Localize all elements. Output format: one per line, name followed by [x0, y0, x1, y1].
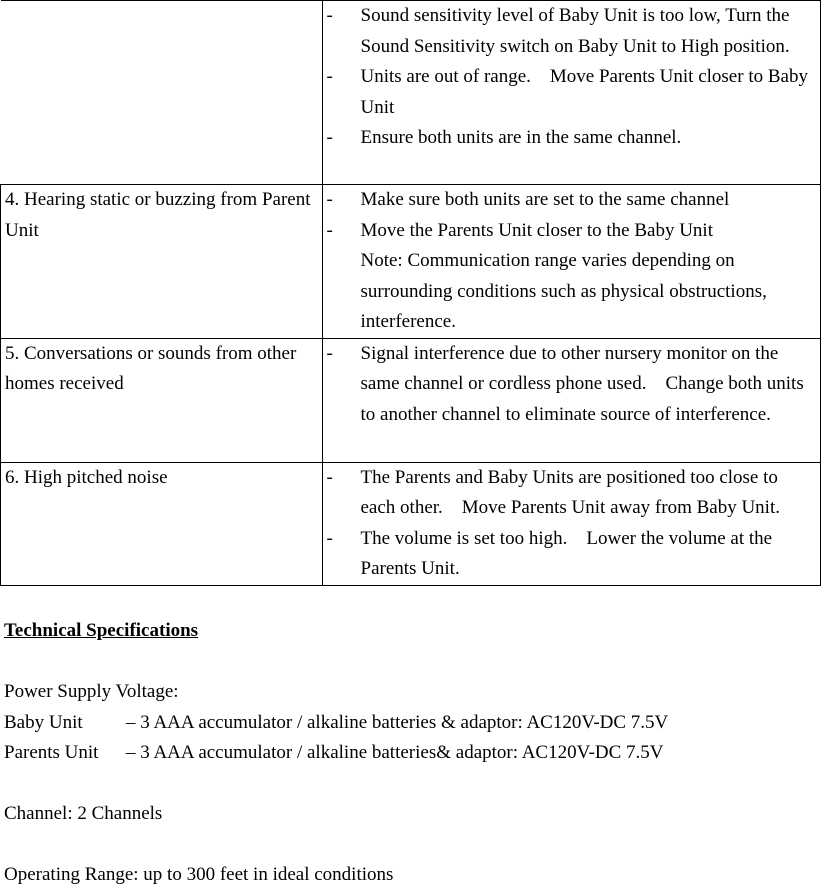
solution-text: Sound sensitivity level of Baby Unit is too low, Turn the Sound Sensitivity switch on Baby Unit to High position.: [360, 5, 790, 57]
bullet-dash: -: [326, 466, 333, 488]
solution-text: Units are out of range. Move Parents Unit closer to Baby Unit: [360, 66, 808, 118]
solution-item: [327, 62, 817, 123]
channel-spec: Channel: 2 Channels: [4, 803, 163, 824]
bullet-dash: -: [326, 5, 333, 26]
solution-item: [327, 1, 817, 62]
solution-cell: [322, 185, 821, 339]
solution-text: The Parents and Baby Units are positioned too close to each other. Move Parents Unit away from Baby Unit.: [360, 466, 780, 518]
parents-unit-label: Parents Unit: [4, 742, 99, 763]
bullet-dash: -: [326, 66, 333, 87]
table-row: [1, 338, 821, 462]
solution-cell: [322, 462, 821, 585]
bullet-dash: -: [326, 219, 333, 241]
section-heading: Technical Specifications: [4, 620, 199, 641]
bullet-dash: -: [326, 527, 333, 549]
technical-specifications-section: [4, 616, 668, 891]
power-supply-label: Power Supply Voltage:: [4, 681, 179, 702]
solution-text: Signal interference due to other nursery monitor on the same channel or cordless phone used. Change both units to another channel to eliminate source of interference.: [360, 342, 804, 425]
operating-range-spec: Operating Range: up to 300 feet in ideal conditions: [4, 864, 394, 885]
solution-cell: [322, 338, 821, 462]
solution-text: Move the Parents Unit closer to the Baby Unit: [360, 219, 713, 241]
solution-list: [327, 1, 817, 154]
bullet-dash: -: [326, 127, 333, 148]
bullet-dash: -: [326, 342, 333, 364]
problem-cell: 5. Conversations or sounds from other homes received: [1, 338, 323, 462]
baby-unit-spec: [4, 708, 668, 739]
solution-item: [327, 463, 817, 524]
baby-unit-value: – 3 AAA accumulator / alkaline batteries & adaptor: AC120V-DC 7.5V: [126, 711, 669, 733]
solution-list: [327, 463, 817, 585]
solution-item: [327, 123, 817, 154]
solution-list: [327, 185, 817, 246]
solution-list: [327, 339, 817, 431]
solution-cell: [322, 1, 821, 185]
solution-item: [327, 185, 817, 216]
solution-text: Make sure both units are set to the same channel: [360, 189, 730, 210]
baby-unit-label: Baby Unit: [4, 711, 83, 733]
solution-text: Ensure both units are in the same channel.: [360, 127, 682, 148]
problem-cell: [1, 1, 323, 185]
solution-item: [327, 216, 817, 247]
bullet-dash: -: [326, 189, 333, 210]
solution-note: Note: Communication range varies depending on surrounding conditions such as physical obstructions, interference.: [360, 250, 767, 332]
table-row: [1, 1, 821, 185]
parents-unit-spec: [4, 738, 668, 769]
parents-unit-value: – 3 AAA accumulator / alkaline batteries& adaptor: AC120V-DC 7.5V: [126, 742, 664, 763]
problem-cell: 4. Hearing static or buzzing from Parent Unit: [1, 185, 323, 339]
table-row: [1, 185, 821, 339]
solution-item: [327, 339, 817, 431]
solution-text: The volume is set too high. Lower the volume at the Parents Unit.: [360, 527, 773, 579]
problem-cell: 6. High pitched noise: [1, 462, 323, 585]
table-row: [1, 462, 821, 585]
solution-item: [327, 524, 817, 585]
